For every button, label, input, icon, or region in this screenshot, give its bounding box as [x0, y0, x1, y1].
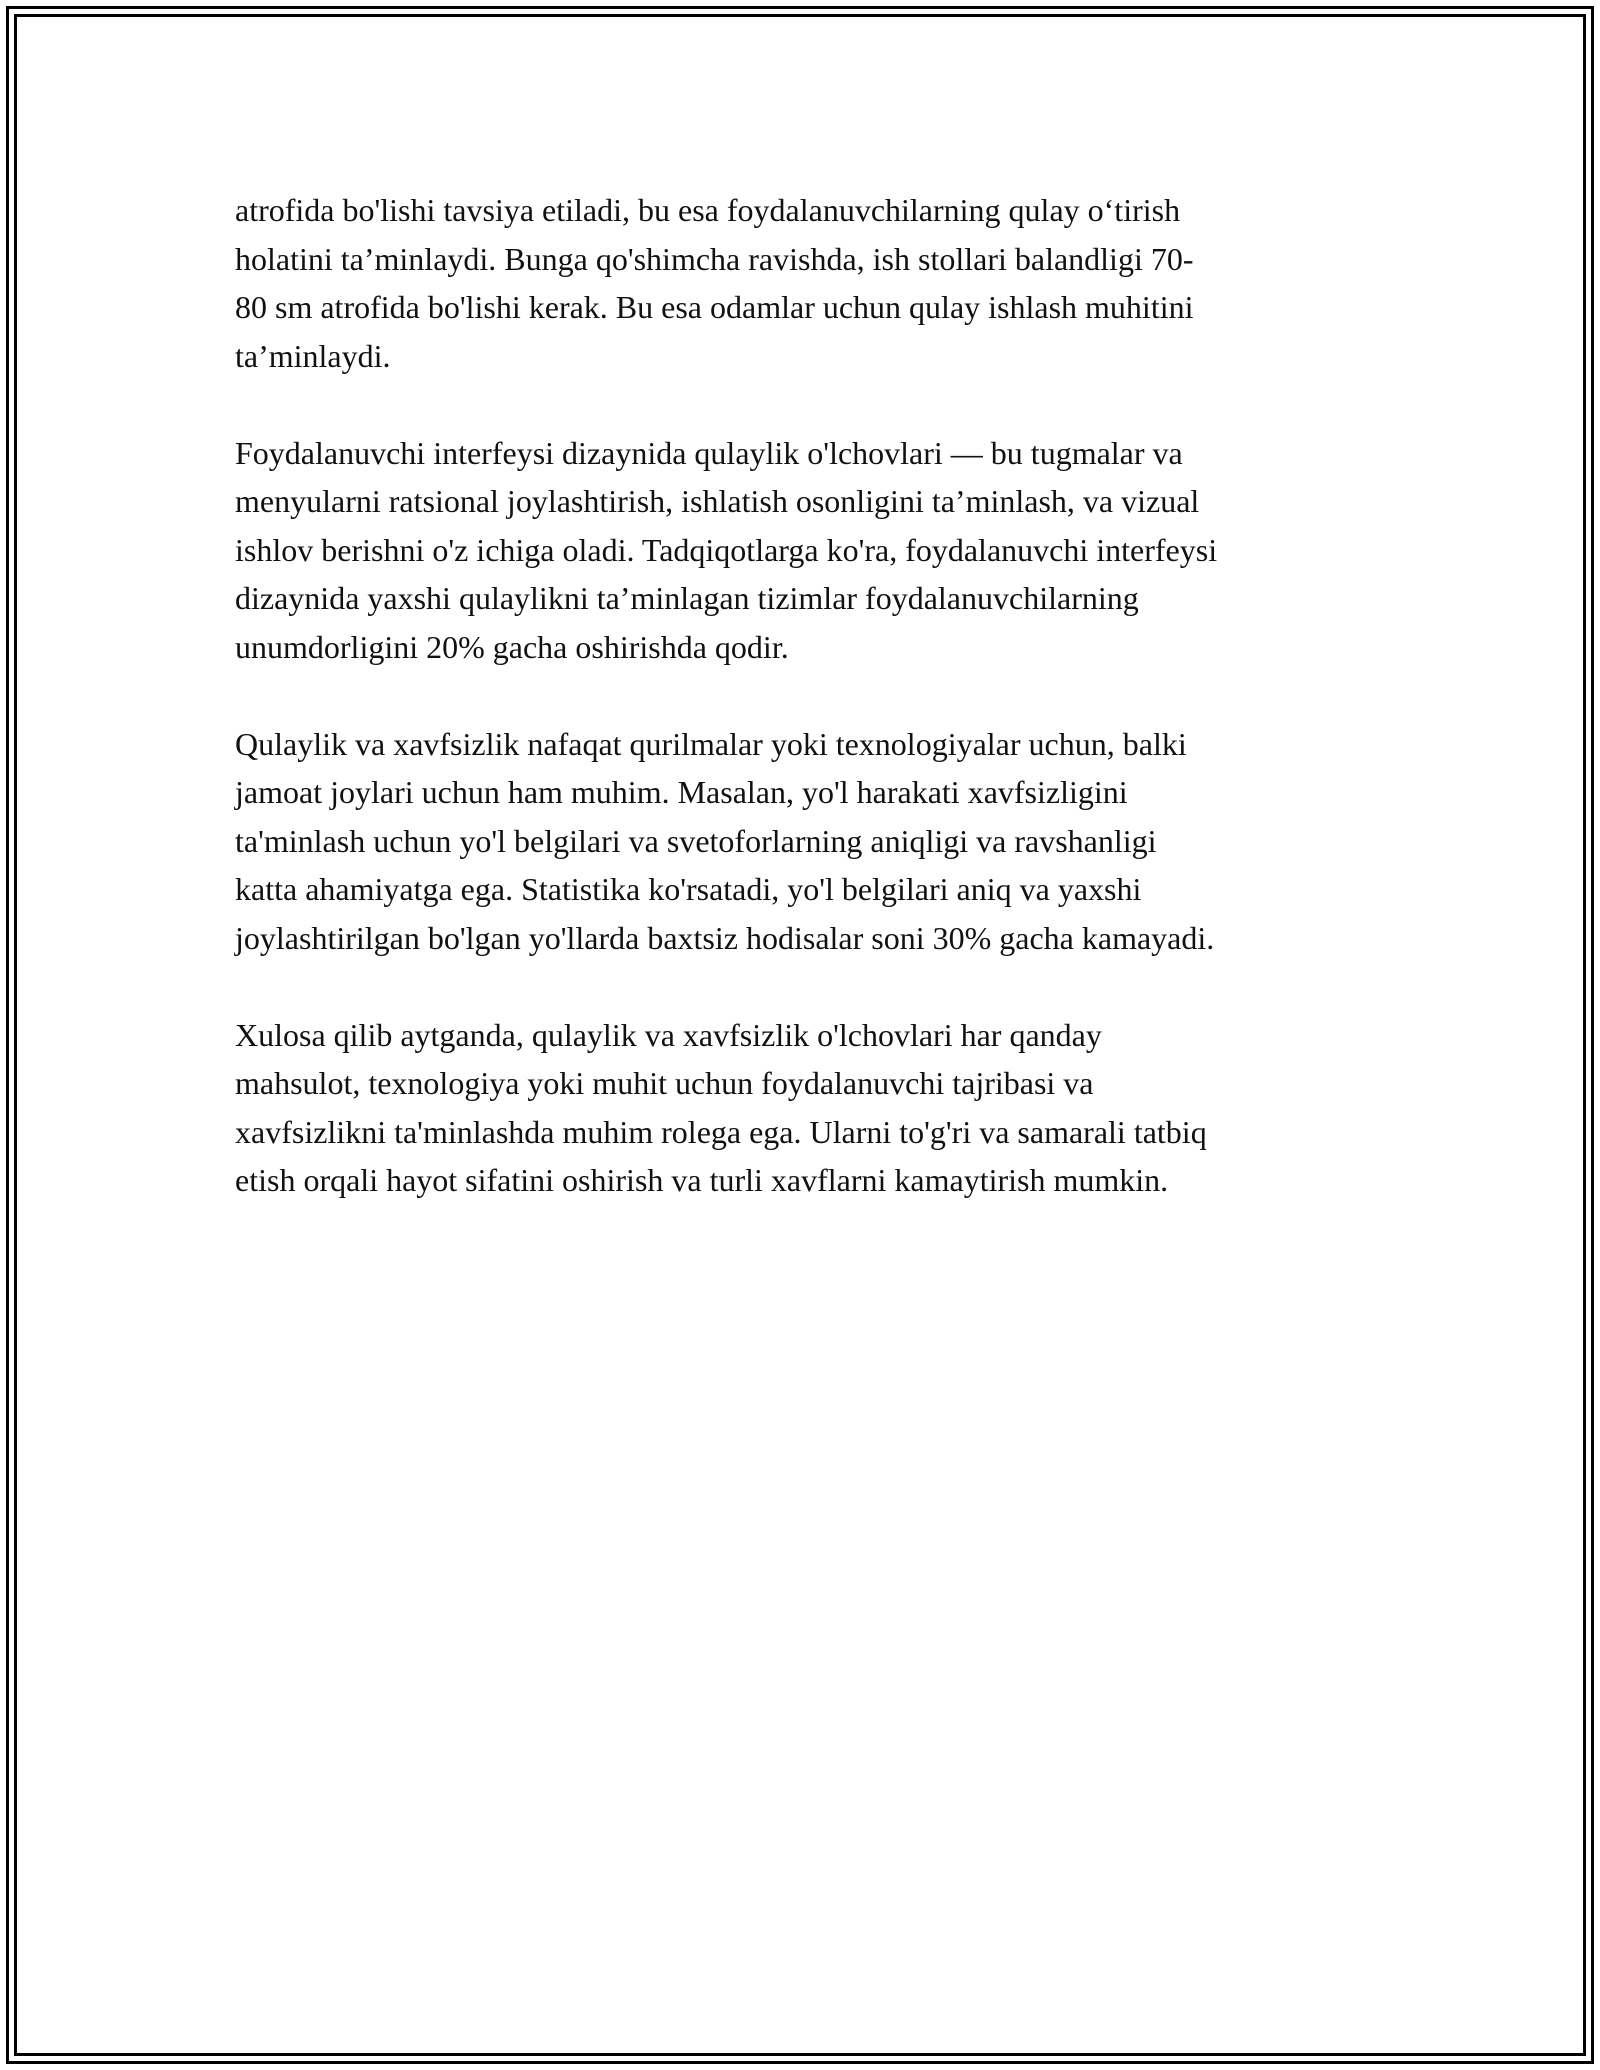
text-line: ta'minlash uchun yo'l belgilari va svetoforlarning aniqligi va ravshanligi [235, 822, 1157, 859]
text-line: xavfsizlikni ta'minlashda muhim rolega ega. Ularni to'g'ri va samarali tatbiq [235, 1113, 1207, 1150]
paragraph-1 [235, 186, 1385, 380]
text-line: Qulaylik va xavfsizlik nafaqat qurilmalar yoki texnologiyalar uchun, balki [235, 725, 1187, 762]
text-line: etish orqali hayot sifatini oshirish va turli xavflarni kamaytirish mumkin. [235, 1162, 1169, 1198]
document-body [235, 186, 1385, 1253]
text-line: katta ahamiyatga ega. Statistika ko'rsatadi, yo'l belgilari aniq va yaxshi [235, 871, 1142, 907]
text-line: atrofida bo'lishi tavsiya etiladi, bu esa foydalanuvchilarning qulay o‘tirish [235, 192, 1181, 228]
paragraph-2 [235, 429, 1385, 672]
text-line: ishlov berishni o'z ichiga oladi. Tadqiqotlarga ko'ra, foydalanuvchi interfeysi [235, 531, 1218, 568]
text-line: menyularni ratsional joylashtirish, ishlatish osonligini ta’minlash, va vizual [235, 483, 1200, 519]
text-line: holatini ta’minlaydi. Bunga qo'shimcha ravishda, ish stollari balandligi 70- [235, 240, 1194, 277]
text-line: 80 sm atrofida bo'lishi kerak. Bu esa odamlar uchun qulay ishlash muhitini [235, 289, 1194, 325]
text-line: joylashtirilgan bo'lgan yo'llarda baxtsiz hodisalar soni 30% gacha kamayadi. [235, 919, 1215, 956]
paragraph-4 [235, 1011, 1385, 1205]
text-line: unumdorligini 20% gacha oshirishda qodir. [235, 628, 789, 665]
text-line: ta’minlaydi. [235, 337, 391, 374]
text-line: Xulosa qilib aytganda, qulaylik va xavfsizlik o'lchovlari har qanday [235, 1016, 1102, 1053]
text-line: jamoat joylari uchun ham muhim. Masalan, yo'l harakati xavfsizligini [235, 774, 1128, 810]
text-line: mahsulot, texnologiya yoki muhit uchun foydalanuvchi tajribasi va [235, 1065, 1094, 1101]
text-line: Foydalanuvchi interfeysi dizaynida qulaylik o'lchovlari — bu tugmalar va [235, 434, 1183, 471]
text-line: dizaynida yaxshi qulaylikni ta’minlagan tizimlar foydalanuvchilarning [235, 580, 1139, 616]
paragraph-3 [235, 720, 1385, 963]
